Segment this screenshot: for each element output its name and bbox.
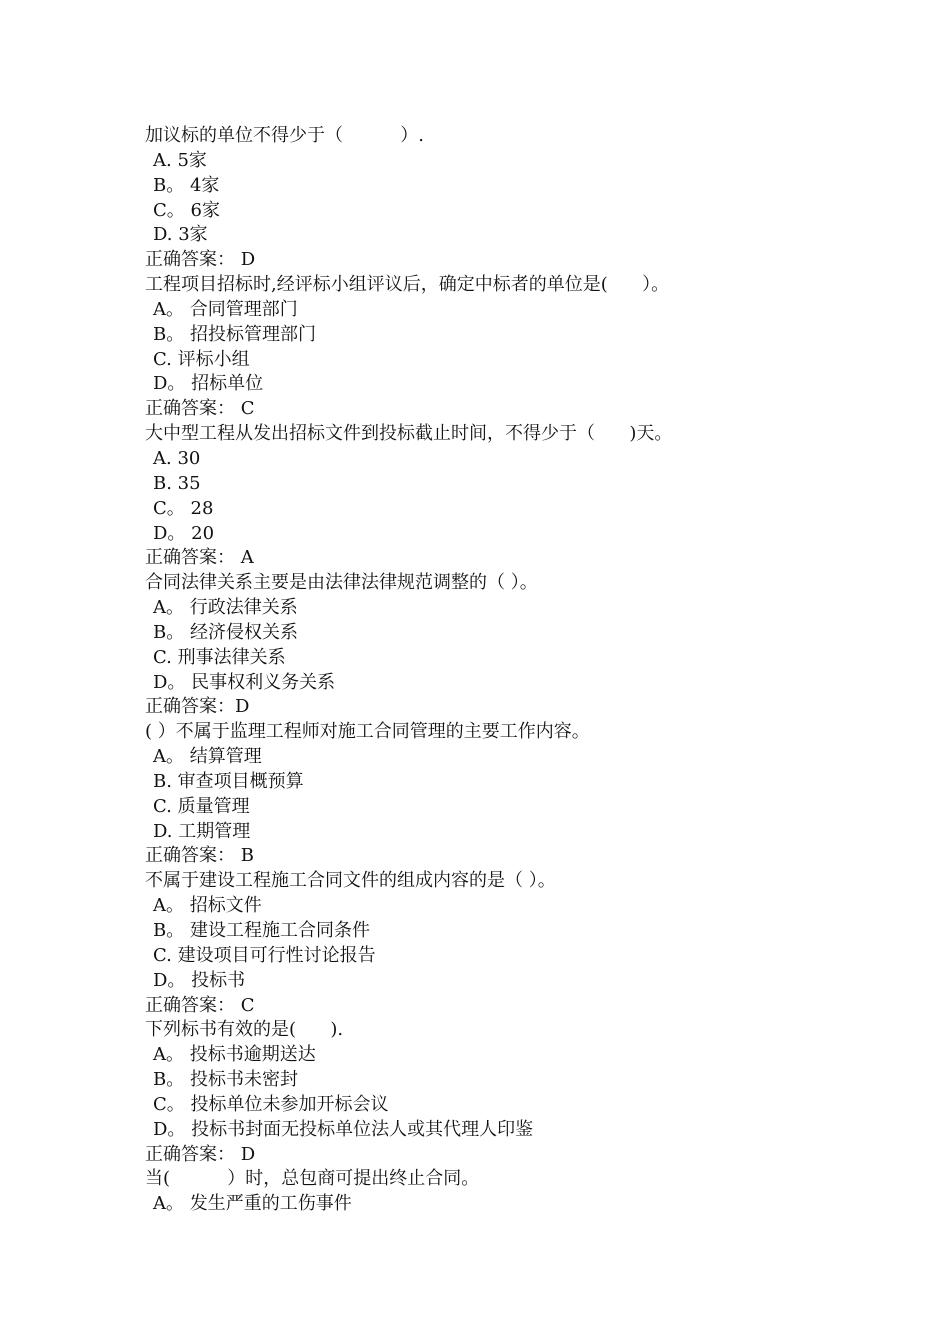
option-text: D。 20 — [153, 522, 215, 544]
option-text: B。 经济侵权关系 — [153, 621, 298, 643]
answer-text: 正确答案：D — [145, 696, 250, 718]
option-text: A。 发生严重的工伤事件 — [153, 1193, 352, 1215]
option-text: C。 28 — [153, 497, 214, 519]
option-text: D。 招标单位 — [153, 373, 264, 395]
question-text: 工程项目招标时,经评标小组评议后，确定中标者的单位是( ）。 — [145, 274, 670, 296]
option-text: A. 30 — [153, 447, 201, 469]
option-text: B。 招投标管理部门 — [153, 323, 316, 345]
option-text: D。 投标书封面无投标单位法人或其代理人印鉴 — [153, 1118, 534, 1140]
answer-text: 正确答案： D — [145, 1143, 256, 1165]
option-text: A. 5家 — [153, 149, 207, 171]
question-text: ( ）不属于监理工程师对施工合同管理的主要工作内容。 — [145, 721, 590, 743]
answer-text: 正确答案： C — [145, 994, 255, 1016]
option-text: D。 投标书 — [153, 969, 246, 991]
option-text: D. 工期管理 — [153, 820, 251, 842]
option-text: B。 4家 — [153, 174, 220, 196]
option-text: C. 建设项目可行性讨论报告 — [153, 944, 376, 966]
option-text: B。 建设工程施工合同条件 — [153, 920, 370, 941]
answer-text: 正确答案： B — [145, 845, 254, 867]
answer-text: 正确答案： D — [145, 249, 256, 271]
question-text: 不属于建设工程施工合同文件的组成内容的是（ ）。 — [145, 870, 556, 892]
option-text: B. 35 — [153, 472, 201, 494]
option-text: C. 质量管理 — [153, 795, 250, 817]
question-text: 加议标的单位不得少于（ ）. — [145, 125, 424, 146]
option-text: B. 审查项目概预算 — [153, 770, 304, 792]
option-text: C. 评标小组 — [153, 348, 250, 370]
option-text: C。 6家 — [153, 199, 220, 221]
answer-text: 正确答案： C — [145, 398, 255, 420]
question-text: 大中型工程从发出招标文件到投标截止时间，不得少于（ )天。 — [145, 423, 673, 445]
option-text: A。 行政法律关系 — [153, 597, 298, 619]
question-text: 合同法律关系主要是由法律法律规范调整的（ ）。 — [145, 572, 538, 594]
answer-text: 正确答案： A — [145, 547, 254, 569]
option-text: A。 结算管理 — [153, 746, 262, 768]
option-text: D。 民事权利义务关系 — [153, 671, 336, 693]
option-text: C. 刑事法律关系 — [153, 646, 286, 668]
option-text: D. 3家 — [153, 224, 208, 246]
option-text: A。 招标文件 — [153, 895, 262, 917]
question-text: 下列标书有效的是( ). — [145, 1019, 344, 1041]
option-text: A。 合同管理部门 — [153, 298, 298, 320]
option-text: B。 投标书未密封 — [153, 1069, 298, 1091]
option-text: C。 投标单位未参加开标会议 — [153, 1093, 389, 1115]
option-text: A。 投标书逾期送达 — [153, 1044, 316, 1066]
question-text: 当( ）时，总包商可提出终止合同。 — [145, 1168, 480, 1190]
document-body — [145, 124, 905, 1217]
